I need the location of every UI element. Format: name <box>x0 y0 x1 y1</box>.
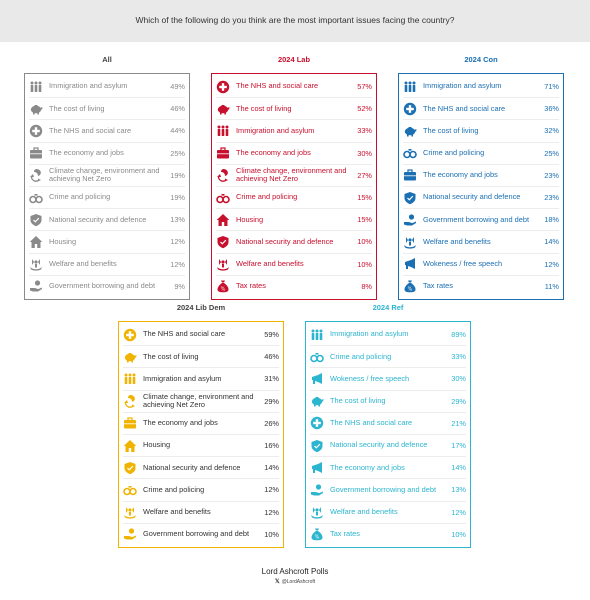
issue-row <box>123 368 279 390</box>
issue-row <box>29 209 185 231</box>
handle-text: @LordAshcroft <box>281 579 316 585</box>
issue-value: 36% <box>544 104 559 114</box>
issue-value: 12% <box>170 237 185 247</box>
issue-label: The cost of living <box>423 125 479 135</box>
issue-label: National security and defence <box>143 462 241 472</box>
issue-row <box>310 413 466 435</box>
handcuffs-icon <box>403 146 417 160</box>
panel-title: 2024 Lab <box>277 55 311 64</box>
issue-label: Government borrowing and debt <box>49 281 155 291</box>
issue-label: The economy and jobs <box>423 170 498 180</box>
issue-value: 44% <box>170 126 185 136</box>
issue-row <box>123 435 279 457</box>
issue-label: Wokeness / free speech <box>423 258 503 268</box>
handcuffs-icon <box>29 191 43 205</box>
issue-label: Immigration and asylum <box>143 373 222 383</box>
issue-row <box>310 368 466 390</box>
issue-value: 16% <box>264 441 279 451</box>
issue-value: 25% <box>170 148 185 158</box>
panel-title: 2024 Con <box>464 55 498 64</box>
megaphone-icon <box>310 461 324 475</box>
issue-row <box>403 120 559 142</box>
issue-label: The economy and jobs <box>236 147 311 157</box>
issue-label: The NHS and social care <box>330 418 413 428</box>
briefcase-icon <box>123 416 137 430</box>
issue-label: The NHS and social care <box>423 103 506 113</box>
issue-row <box>310 435 466 457</box>
issue-value: 29% <box>451 396 466 406</box>
issue-value: 12% <box>451 507 466 517</box>
issue-list <box>118 321 284 548</box>
issue-row <box>403 209 559 231</box>
panel-title: 2024 Ref <box>372 303 404 312</box>
issue-row <box>403 165 559 187</box>
issue-label: Tax rates <box>330 529 360 539</box>
issue-value: 11% <box>544 281 559 291</box>
issue-row <box>216 98 372 120</box>
issue-value: 57% <box>357 82 372 92</box>
piggy-bank-icon <box>310 394 324 408</box>
issue-label: Crime and policing <box>423 147 485 157</box>
issue-label: Government borrowing and debt <box>423 214 529 224</box>
issue-label: Tax rates <box>236 281 266 291</box>
issue-value: 25% <box>544 148 559 158</box>
people-icon <box>29 80 43 94</box>
piggy-bank-icon <box>403 124 417 138</box>
shield-icon <box>123 461 137 475</box>
svg-text:%: % <box>407 286 413 293</box>
issue-value: 49% <box>170 82 185 92</box>
issue-value: 12% <box>544 259 559 269</box>
hand-coin-icon <box>310 483 324 497</box>
issue-row <box>216 187 372 209</box>
issue-row <box>29 254 185 276</box>
issue-value: 19% <box>170 170 185 180</box>
issue-row <box>123 391 279 413</box>
issue-row <box>123 346 279 368</box>
issue-row <box>29 76 185 98</box>
issue-value: 29% <box>264 396 279 406</box>
issue-row <box>216 209 372 231</box>
issue-label: Climate change, environment and achieving Net Zero <box>143 391 254 410</box>
people-icon <box>310 328 324 342</box>
briefcase-icon <box>216 146 230 160</box>
issue-label: Crime and policing <box>143 484 205 494</box>
issue-label: Wokeness / free speech <box>330 373 410 383</box>
handcuffs-icon <box>310 350 324 364</box>
leaf-recycle-icon <box>123 394 137 408</box>
issue-row <box>29 120 185 142</box>
issue-value: 46% <box>170 104 185 114</box>
shield-icon <box>310 439 324 453</box>
panel-title: 2024 Lib Dem <box>176 303 226 312</box>
issue-row <box>216 254 372 276</box>
issue-row <box>29 165 185 187</box>
issue-value: 9% <box>174 281 185 291</box>
issue-row <box>403 98 559 120</box>
issue-row <box>310 524 466 545</box>
issue-list <box>398 73 564 300</box>
medical-cross-icon <box>29 124 43 138</box>
issue-row <box>123 502 279 524</box>
question-banner <box>0 0 590 42</box>
shield-icon <box>29 213 43 227</box>
issue-value: 31% <box>264 374 279 384</box>
hands-people-icon <box>310 505 324 519</box>
hands-people-icon <box>403 235 417 249</box>
issue-label: Tax rates <box>423 281 453 291</box>
issue-label: The cost of living <box>236 103 292 113</box>
issue-label: Immigration and asylum <box>49 81 128 91</box>
issue-row <box>310 502 466 524</box>
piggy-bank-icon <box>29 102 43 116</box>
issue-value: 12% <box>264 507 279 517</box>
hand-coin-icon <box>123 527 137 541</box>
megaphone-icon <box>403 257 417 271</box>
issue-row <box>29 276 185 297</box>
issue-value: 10% <box>357 237 372 247</box>
svg-text:%: % <box>314 534 320 541</box>
issue-label: Climate change, environment and achieving Net Zero <box>236 165 347 184</box>
issue-row <box>216 276 372 297</box>
money-bag-icon <box>310 527 324 541</box>
issue-value: 89% <box>451 330 466 340</box>
issue-row <box>216 231 372 253</box>
issue-value: 10% <box>357 259 372 269</box>
issue-list <box>305 321 471 548</box>
money-bag-icon <box>216 279 230 293</box>
social-handle <box>0 578 590 585</box>
issue-row <box>29 231 185 253</box>
issue-label: The NHS and social care <box>236 81 319 91</box>
panel-con <box>398 54 564 300</box>
issue-row <box>123 457 279 479</box>
issue-label: National security and defence <box>423 192 521 202</box>
issue-label: Housing <box>143 440 171 450</box>
handcuffs-icon <box>123 483 137 497</box>
issue-row <box>310 457 466 479</box>
issue-row <box>310 391 466 413</box>
issue-value: 23% <box>544 170 559 180</box>
issue-row <box>123 413 279 435</box>
issue-row <box>403 187 559 209</box>
issue-label: The economy and jobs <box>330 462 405 472</box>
issue-row <box>29 187 185 209</box>
issue-label: Welfare and benefits <box>236 258 304 268</box>
issue-value: 30% <box>357 148 372 158</box>
issue-label: Immigration and asylum <box>236 125 315 135</box>
issue-label: Crime and policing <box>49 192 111 202</box>
issue-value: 71% <box>544 82 559 92</box>
issue-label: Housing <box>236 214 264 224</box>
house-icon <box>123 439 137 453</box>
issue-label: Immigration and asylum <box>330 329 409 339</box>
issue-label: Government borrowing and debt <box>143 529 249 539</box>
issue-value: 15% <box>357 215 372 225</box>
issue-row <box>216 120 372 142</box>
issue-value: 21% <box>451 418 466 428</box>
people-icon <box>123 372 137 386</box>
issue-value: 27% <box>357 170 372 180</box>
people-icon <box>403 80 417 94</box>
medical-cross-icon <box>310 416 324 430</box>
briefcase-icon <box>29 146 43 160</box>
issue-value: 17% <box>451 441 466 451</box>
issue-label: Climate change, environment and achieving Net Zero <box>49 165 160 184</box>
issue-value: 14% <box>451 463 466 473</box>
issue-row <box>216 165 372 187</box>
svg-text:%: % <box>220 286 226 293</box>
leaf-recycle-icon <box>29 168 43 182</box>
x-logo-icon: 𝕏 <box>274 579 280 585</box>
issue-row <box>216 143 372 165</box>
briefcase-icon <box>403 168 417 182</box>
issue-value: 14% <box>264 463 279 473</box>
shield-icon <box>403 191 417 205</box>
issue-value: 19% <box>170 193 185 203</box>
issue-value: 18% <box>544 215 559 225</box>
medical-cross-icon <box>216 80 230 94</box>
issue-value: 12% <box>170 259 185 269</box>
hand-coin-icon <box>29 279 43 293</box>
handcuffs-icon <box>216 191 230 205</box>
money-bag-icon <box>403 279 417 293</box>
issue-label: National security and defence <box>49 214 147 224</box>
issue-label: National security and defence <box>236 236 334 246</box>
issue-value: 33% <box>357 126 372 136</box>
panel-all <box>24 54 190 300</box>
issue-value: 33% <box>451 352 466 362</box>
hands-people-icon <box>29 257 43 271</box>
issue-row <box>310 324 466 346</box>
issue-label: Welfare and benefits <box>49 258 117 268</box>
issue-row <box>310 346 466 368</box>
issue-row <box>403 276 559 297</box>
piggy-bank-icon <box>123 350 137 364</box>
issue-row <box>403 143 559 165</box>
question-text: Which of the following do you think are the most important issues facing the country? <box>135 15 455 25</box>
hands-people-icon <box>216 257 230 271</box>
issue-row <box>123 524 279 545</box>
issue-value: 32% <box>544 126 559 136</box>
issue-row <box>403 231 559 253</box>
people-icon <box>216 124 230 138</box>
issue-label: The economy and jobs <box>143 418 218 428</box>
issue-value: 30% <box>451 374 466 384</box>
issue-row <box>29 98 185 120</box>
hands-people-icon <box>123 505 137 519</box>
issue-value: 23% <box>544 193 559 203</box>
issue-label: The NHS and social care <box>49 125 132 135</box>
issue-label: Government borrowing and debt <box>330 484 436 494</box>
footer <box>0 567 590 585</box>
issue-label: Welfare and benefits <box>330 506 398 516</box>
issue-label: Immigration and asylum <box>423 81 502 91</box>
panel-ref <box>305 302 471 548</box>
shield-icon <box>216 235 230 249</box>
issue-label: Welfare and benefits <box>143 506 211 516</box>
issue-value: 10% <box>264 529 279 539</box>
medical-cross-icon <box>123 328 137 342</box>
issue-value: 46% <box>264 352 279 362</box>
issue-value: 26% <box>264 418 279 428</box>
issue-label: The cost of living <box>143 351 199 361</box>
issue-row <box>403 76 559 98</box>
megaphone-icon <box>310 372 324 386</box>
issue-label: The cost of living <box>49 103 105 113</box>
issue-row <box>216 76 372 98</box>
issue-label: National security and defence <box>330 440 428 450</box>
panel-lab <box>211 54 377 300</box>
issue-label: Crime and policing <box>330 351 392 361</box>
issue-value: 14% <box>544 237 559 247</box>
issue-value: 12% <box>264 485 279 495</box>
issue-value: 52% <box>357 104 372 114</box>
issue-value: 59% <box>264 330 279 340</box>
issue-row <box>123 479 279 501</box>
issue-label: The economy and jobs <box>49 147 124 157</box>
piggy-bank-icon <box>216 102 230 116</box>
house-icon <box>29 235 43 249</box>
issue-label: The cost of living <box>330 395 386 405</box>
leaf-recycle-icon <box>216 168 230 182</box>
issue-value: 13% <box>451 485 466 495</box>
brand-name: Lord Ashcroft Polls <box>261 567 329 576</box>
issue-row <box>310 479 466 501</box>
issue-label: Housing <box>49 236 77 246</box>
issue-value: 8% <box>361 281 372 291</box>
issue-label: The NHS and social care <box>143 329 226 339</box>
house-icon <box>216 213 230 227</box>
issue-row <box>123 324 279 346</box>
issue-value: 15% <box>357 193 372 203</box>
issue-value: 13% <box>170 215 185 225</box>
issue-value: 10% <box>451 529 466 539</box>
issue-row <box>29 143 185 165</box>
issue-list <box>211 73 377 300</box>
issue-row <box>403 254 559 276</box>
panel-title: All <box>102 55 112 64</box>
medical-cross-icon <box>403 102 417 116</box>
issue-label: Crime and policing <box>236 192 298 202</box>
issue-label: Welfare and benefits <box>423 236 491 246</box>
hand-coin-icon <box>403 213 417 227</box>
panel-lib-dem <box>118 302 284 548</box>
issue-list <box>24 73 190 300</box>
